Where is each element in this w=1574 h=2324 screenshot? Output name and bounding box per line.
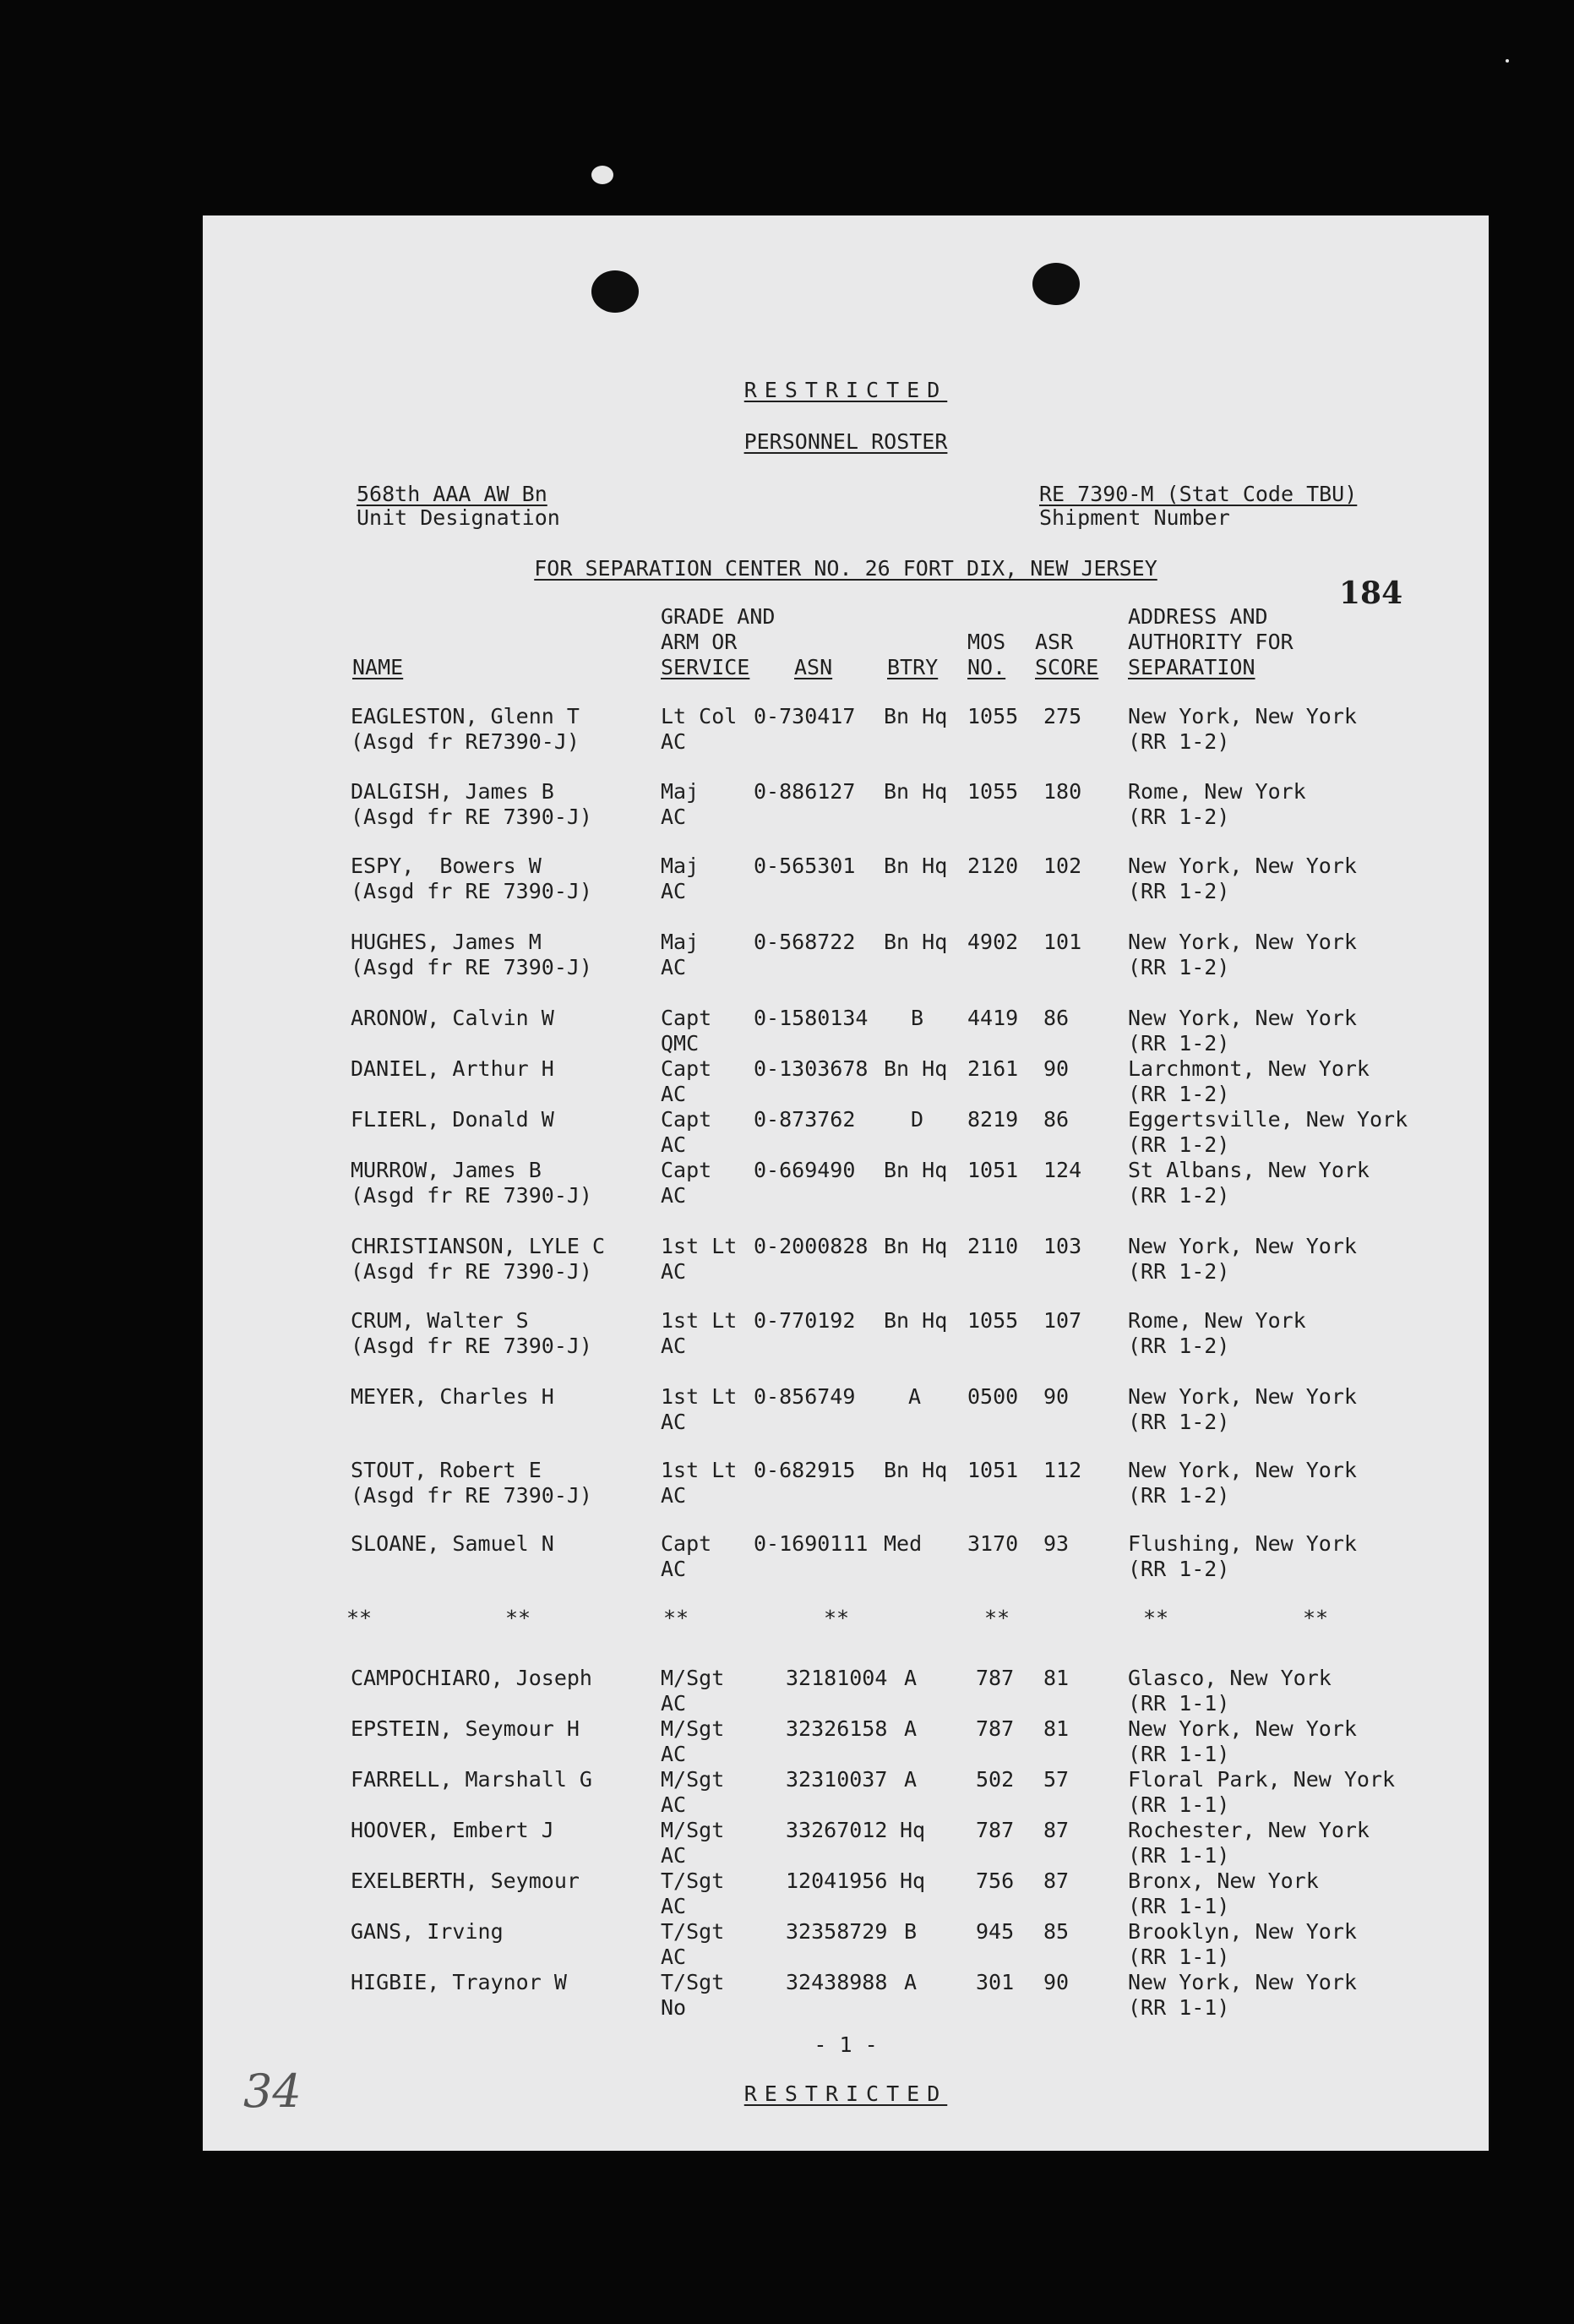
table-row <box>203 1056 1489 1107</box>
mos-cell: 8219 <box>967 1107 1019 1132</box>
col-address-line1: ADDRESS AND <box>1128 604 1268 629</box>
table-row <box>203 1458 1489 1508</box>
col-btry: BTRY <box>887 655 939 679</box>
grade-cell: 1st Lt <box>661 1308 738 1333</box>
arm-cell: AC <box>661 1259 687 1284</box>
authority-cell: (RR 1-1) <box>1128 1945 1230 1969</box>
arm-cell: AC <box>661 805 687 829</box>
note-cell: (Asgd fr RE 7390-J) <box>351 1483 592 1508</box>
grade-cell: Capt <box>661 1006 712 1030</box>
grade-cell: M/Sgt <box>661 1767 725 1792</box>
name-cell: EAGLESTON, Glenn T <box>351 704 580 728</box>
authority-cell: (RR 1-2) <box>1128 879 1230 903</box>
note-cell: (Asgd fr RE 7390-J) <box>351 955 592 979</box>
note-cell: (Asgd fr RE 7390-J) <box>351 805 592 829</box>
btry-cell: B <box>911 1006 924 1030</box>
authority-cell: (RR 1-1) <box>1128 1742 1230 1766</box>
col-mos-line2: NO. <box>967 655 1006 679</box>
score-cell: 101 <box>1043 930 1082 954</box>
btry-cell: A <box>904 1767 918 1792</box>
table-row <box>203 1158 1489 1208</box>
arm-cell: No <box>661 1995 687 2020</box>
name-cell: HUGHES, James M <box>351 930 542 954</box>
btry-cell: A <box>904 1666 918 1690</box>
mos-cell: 1051 <box>967 1158 1019 1182</box>
asn-cell: 0-565301 <box>754 854 856 878</box>
score-cell: 180 <box>1043 779 1082 804</box>
arm-cell: AC <box>661 1334 687 1358</box>
col-mos-line1: MOS <box>967 630 1006 654</box>
name-cell: CHRISTIANSON, LYLE C <box>351 1234 606 1258</box>
grade-cell: T/Sgt <box>661 1919 725 1944</box>
col-address-line3: SEPARATION <box>1128 655 1255 679</box>
address-cell: Rochester, New York <box>1128 1818 1370 1842</box>
authority-cell: (RR 1-2) <box>1128 1557 1230 1581</box>
address-cell: Rome, New York <box>1128 1308 1306 1333</box>
btry-cell: Bn Hq <box>884 704 948 728</box>
mos-cell: 3170 <box>967 1531 1019 1556</box>
asn-cell: 0-1303678 <box>754 1056 869 1081</box>
asn-cell: 0-730417 <box>754 704 856 728</box>
asn-cell: 0-669490 <box>754 1158 856 1182</box>
name-cell: CAMPOCHIARO, Joseph <box>351 1666 592 1690</box>
grade-cell: Maj <box>661 930 700 954</box>
arm-cell: AC <box>661 1792 687 1817</box>
name-cell: GANS, Irving <box>351 1919 504 1944</box>
authority-cell: (RR 1-1) <box>1128 1894 1230 1918</box>
grade-cell: Capt <box>661 1158 712 1182</box>
asn-cell: 0-1690111 <box>754 1531 869 1556</box>
mos-cell: 2161 <box>967 1056 1019 1081</box>
asn-cell: 0-682915 <box>754 1458 856 1482</box>
authority-cell: (RR 1-2) <box>1128 1031 1230 1056</box>
name-cell: FLIERL, Donald W <box>351 1107 554 1132</box>
punch-hole <box>1032 263 1080 305</box>
address-cell: Brooklyn, New York <box>1128 1919 1357 1944</box>
score-cell: 85 <box>1043 1919 1070 1944</box>
name-cell: EXELBERTH, Seymour <box>351 1868 580 1893</box>
authority-cell: (RR 1-1) <box>1128 1792 1230 1817</box>
table-row <box>203 854 1489 904</box>
score-cell: 57 <box>1043 1767 1070 1792</box>
mos-cell: 787 <box>976 1716 1015 1741</box>
asn-cell: 0-856749 <box>754 1384 856 1409</box>
address-cell: New York, New York <box>1128 1384 1357 1409</box>
btry-cell: Bn Hq <box>884 930 948 954</box>
name-cell: STOUT, Robert E <box>351 1458 542 1482</box>
col-score-line2: SCORE <box>1035 655 1099 679</box>
arm-cell: AC <box>661 1183 687 1208</box>
separator-mark: ** <box>505 1606 531 1630</box>
asn-cell: 33267012 <box>786 1818 888 1842</box>
table-row <box>203 704 1489 755</box>
grade-cell: Capt <box>661 1056 712 1081</box>
address-cell: New York, New York <box>1128 1006 1357 1030</box>
score-cell: 90 <box>1043 1970 1070 1994</box>
btry-cell: D <box>911 1107 924 1132</box>
asn-cell: 0-1580134 <box>754 1006 869 1030</box>
name-cell: DANIEL, Arthur H <box>351 1056 554 1081</box>
name-cell: ESPY, Bowers W <box>351 854 542 878</box>
arm-cell: AC <box>661 1082 687 1106</box>
grade-cell: Lt Col <box>661 704 738 728</box>
mos-cell: 0500 <box>967 1384 1019 1409</box>
score-cell: 86 <box>1043 1107 1070 1132</box>
btry-cell: Bn Hq <box>884 1056 948 1081</box>
col-score-line1: ASR <box>1035 630 1074 654</box>
table-row <box>203 1531 1489 1582</box>
punch-hole <box>591 270 639 313</box>
asn-cell: 32310037 <box>786 1767 888 1792</box>
authority-cell: (RR 1-2) <box>1128 729 1230 754</box>
btry-cell: Bn Hq <box>884 1308 948 1333</box>
dust-speck <box>1506 59 1509 63</box>
authority-cell: (RR 1-2) <box>1128 1483 1230 1508</box>
mos-cell: 502 <box>976 1767 1015 1792</box>
btry-cell: Hq <box>900 1868 926 1893</box>
address-cell: Flushing, New York <box>1128 1531 1357 1556</box>
arm-cell: AC <box>661 1691 687 1716</box>
authority-cell: (RR 1-2) <box>1128 805 1230 829</box>
name-cell: SLOANE, Samuel N <box>351 1531 554 1556</box>
name-cell: HIGBIE, Traynor W <box>351 1970 567 1994</box>
sheet-number: 184 <box>1339 576 1403 611</box>
score-cell: 124 <box>1043 1158 1082 1182</box>
authority-cell: (RR 1-2) <box>1128 1082 1230 1106</box>
mos-cell: 301 <box>976 1970 1015 1994</box>
note-cell: (Asgd fr RE 7390-J) <box>351 1259 592 1284</box>
name-cell: EPSTEIN, Seymour H <box>351 1716 580 1741</box>
score-cell: 87 <box>1043 1868 1070 1893</box>
address-cell: St Albans, New York <box>1128 1158 1370 1182</box>
address-cell: New York, New York <box>1128 930 1357 954</box>
btry-cell: A <box>908 1384 922 1409</box>
address-cell: New York, New York <box>1128 1234 1357 1258</box>
shipment-number-value: RE 7390-M (Stat Code TBU) <box>1039 482 1358 506</box>
mos-cell: 945 <box>976 1919 1015 1944</box>
address-cell: New York, New York <box>1128 1970 1357 1994</box>
mos-cell: 4419 <box>967 1006 1019 1030</box>
table-row <box>203 1107 1489 1158</box>
score-cell: 86 <box>1043 1006 1070 1030</box>
grade-cell: Maj <box>661 779 700 804</box>
btry-cell: A <box>904 1970 918 1994</box>
grade-cell: 1st Lt <box>661 1384 738 1409</box>
mos-cell: 1055 <box>967 704 1019 728</box>
address-cell: New York, New York <box>1128 1716 1357 1741</box>
restricted-heading: RESTRICTED <box>743 378 948 402</box>
address-cell: Rome, New York <box>1128 779 1306 804</box>
asn-cell: 0-770192 <box>754 1308 856 1333</box>
separator-mark: ** <box>984 1606 1010 1630</box>
table-row <box>203 1767 1489 1818</box>
name-cell: CRUM, Walter S <box>351 1308 529 1333</box>
col-grade-line3: SERVICE <box>661 655 750 679</box>
unit-designation-value: 568th AAA AW Bn <box>357 482 547 506</box>
arm-cell: AC <box>661 1742 687 1766</box>
asn-cell: 0-2000828 <box>754 1234 869 1258</box>
btry-cell: Bn Hq <box>884 779 948 804</box>
mos-cell: 787 <box>976 1666 1015 1690</box>
mos-cell: 787 <box>976 1818 1015 1842</box>
score-cell: 103 <box>1043 1234 1082 1258</box>
score-cell: 90 <box>1043 1384 1070 1409</box>
btry-cell: B <box>904 1919 918 1944</box>
grade-cell: 1st Lt <box>661 1234 738 1258</box>
btry-cell: A <box>904 1716 918 1741</box>
asn-cell: 32181004 <box>786 1666 888 1690</box>
table-row <box>203 1868 1489 1919</box>
arm-cell: AC <box>661 729 687 754</box>
page-number: - 1 - <box>814 2032 878 2057</box>
grade-cell: Capt <box>661 1531 712 1556</box>
separation-center: FOR SEPARATION CENTER NO. 26 FORT DIX, NEW JERSEY <box>534 556 1157 581</box>
btry-cell: Bn Hq <box>884 1234 948 1258</box>
score-cell: 107 <box>1043 1308 1082 1333</box>
grade-cell: Maj <box>661 854 700 878</box>
authority-cell: (RR 1-2) <box>1128 1183 1230 1208</box>
arm-cell: AC <box>661 955 687 979</box>
note-cell: (Asgd fr RE 7390-J) <box>351 1183 592 1208</box>
authority-cell: (RR 1-2) <box>1128 1334 1230 1358</box>
name-cell: DALGISH, James B <box>351 779 554 804</box>
col-address-line2: AUTHORITY FOR <box>1128 630 1294 654</box>
authority-cell: (RR 1-1) <box>1128 1995 1230 2020</box>
table-row <box>203 1006 1489 1056</box>
score-cell: 112 <box>1043 1458 1082 1482</box>
table-row <box>203 1970 1489 2021</box>
restricted-footer: RESTRICTED <box>743 2081 948 2106</box>
table-row <box>203 1666 1489 1716</box>
separator-mark: ** <box>1303 1606 1329 1630</box>
asn-cell: 32358729 <box>786 1919 888 1944</box>
address-cell: Bronx, New York <box>1128 1868 1319 1893</box>
mos-cell: 4902 <box>967 930 1019 954</box>
col-grade-line2: ARM OR <box>661 630 738 654</box>
table-row <box>203 1234 1489 1285</box>
authority-cell: (RR 1-2) <box>1128 1132 1230 1157</box>
asn-cell: 32326158 <box>786 1716 888 1741</box>
mos-cell: 1055 <box>967 1308 1019 1333</box>
authority-cell: (RR 1-1) <box>1128 1843 1230 1868</box>
btry-cell: Bn Hq <box>884 1158 948 1182</box>
table-row <box>203 1818 1489 1868</box>
name-cell: ARONOW, Calvin W <box>351 1006 554 1030</box>
score-cell: 90 <box>1043 1056 1070 1081</box>
table-row <box>203 1716 1489 1767</box>
address-cell: Larchmont, New York <box>1128 1056 1370 1081</box>
authority-cell: (RR 1-2) <box>1128 955 1230 979</box>
address-cell: New York, New York <box>1128 704 1357 728</box>
name-cell: MEYER, Charles H <box>351 1384 554 1409</box>
arm-cell: AC <box>661 1843 687 1868</box>
table-row <box>203 1384 1489 1435</box>
table-row <box>203 930 1489 980</box>
btry-cell: Bn Hq <box>884 854 948 878</box>
arm-cell: AC <box>661 879 687 903</box>
unit-designation-label: Unit Designation <box>357 505 560 530</box>
col-name: NAME <box>352 655 404 679</box>
grade-cell: Capt <box>661 1107 712 1132</box>
score-cell: 81 <box>1043 1666 1070 1690</box>
authority-cell: (RR 1-1) <box>1128 1691 1230 1716</box>
separator-mark: ** <box>824 1606 850 1630</box>
grade-cell: T/Sgt <box>661 1970 725 1994</box>
arm-cell: AC <box>661 1945 687 1969</box>
arm-cell: QMC <box>661 1031 700 1056</box>
col-grade-line1: GRADE AND <box>661 604 776 629</box>
authority-cell: (RR 1-2) <box>1128 1410 1230 1434</box>
asn-cell: 12041956 <box>786 1868 888 1893</box>
arm-cell: AC <box>661 1132 687 1157</box>
mos-cell: 1055 <box>967 779 1019 804</box>
authority-cell: (RR 1-2) <box>1128 1259 1230 1284</box>
address-cell: Eggertsville, New York <box>1128 1107 1408 1132</box>
mos-cell: 756 <box>976 1868 1015 1893</box>
grade-cell: M/Sgt <box>661 1666 725 1690</box>
grade-cell: M/Sgt <box>661 1818 725 1842</box>
name-cell: FARRELL, Marshall G <box>351 1767 592 1792</box>
btry-cell: Med <box>884 1531 923 1556</box>
mos-cell: 1051 <box>967 1458 1019 1482</box>
separator-mark: ** <box>346 1606 373 1630</box>
table-row <box>203 1919 1489 1970</box>
score-cell: 81 <box>1043 1716 1070 1741</box>
arm-cell: AC <box>661 1557 687 1581</box>
name-cell: HOOVER, Embert J <box>351 1818 554 1842</box>
asn-cell: 32438988 <box>786 1970 888 1994</box>
separator-mark: ** <box>663 1606 689 1630</box>
score-cell: 102 <box>1043 854 1082 878</box>
score-cell: 93 <box>1043 1531 1070 1556</box>
separator-row <box>203 1606 1489 1656</box>
grade-cell: M/Sgt <box>661 1716 725 1741</box>
roster-sheet <box>203 215 1489 2151</box>
note-cell: (Asgd fr RE 7390-J) <box>351 1334 592 1358</box>
btry-cell: Bn Hq <box>884 1458 948 1482</box>
dust-speck <box>591 166 613 184</box>
note-cell: (Asgd fr RE7390-J) <box>351 729 580 754</box>
name-cell: MURROW, James B <box>351 1158 542 1182</box>
note-cell: (Asgd fr RE 7390-J) <box>351 879 592 903</box>
asn-cell: 0-568722 <box>754 930 856 954</box>
address-cell: New York, New York <box>1128 1458 1357 1482</box>
score-cell: 87 <box>1043 1818 1070 1842</box>
handwritten-note: 34 <box>243 2065 302 2118</box>
separator-mark: ** <box>1143 1606 1169 1630</box>
arm-cell: AC <box>661 1483 687 1508</box>
table-row <box>203 1308 1489 1359</box>
roster-title: PERSONNEL ROSTER <box>743 429 948 454</box>
grade-cell: T/Sgt <box>661 1868 725 1893</box>
score-cell: 275 <box>1043 704 1082 728</box>
address-cell: Floral Park, New York <box>1128 1767 1396 1792</box>
table-row <box>203 779 1489 830</box>
arm-cell: AC <box>661 1410 687 1434</box>
arm-cell: AC <box>661 1894 687 1918</box>
address-cell: Glasco, New York <box>1128 1666 1332 1690</box>
mos-cell: 2120 <box>967 854 1019 878</box>
asn-cell: 0-873762 <box>754 1107 856 1132</box>
mos-cell: 2110 <box>967 1234 1019 1258</box>
btry-cell: Hq <box>900 1818 926 1842</box>
address-cell: New York, New York <box>1128 854 1357 878</box>
asn-cell: 0-886127 <box>754 779 856 804</box>
grade-cell: 1st Lt <box>661 1458 738 1482</box>
shipment-number-label: Shipment Number <box>1039 505 1230 530</box>
col-asn: ASN <box>794 655 833 679</box>
